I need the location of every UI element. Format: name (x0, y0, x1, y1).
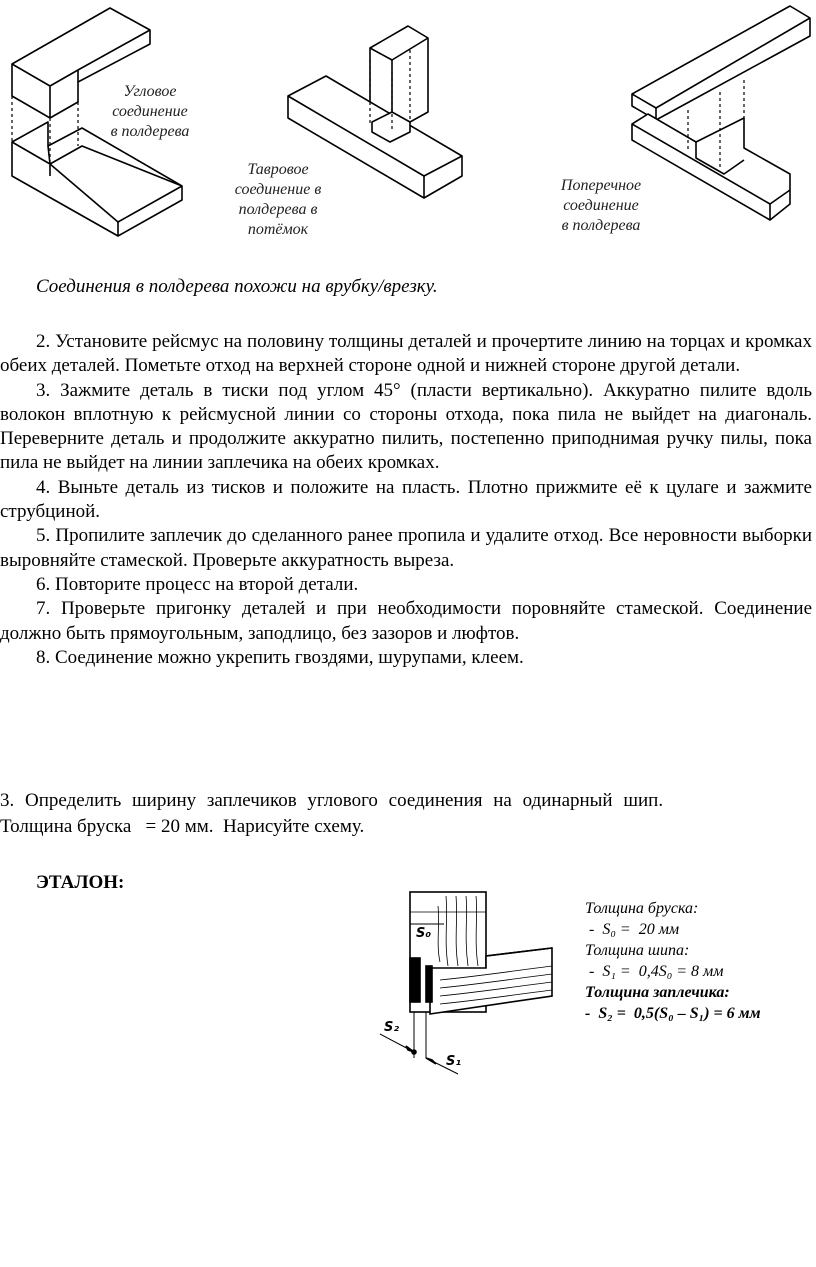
caption-line: Поперечное (560, 177, 642, 194)
note-text: Соединения в полдерева похожи на врубку/врезку. (36, 276, 438, 297)
caption-line: соединение (563, 197, 639, 214)
caption-line: в полдерева (110, 123, 190, 140)
task-line: 3. Определить ширину заплечиков углового соединения на одинарный шип. (0, 790, 664, 811)
step-item: 6. Повторите процесс на второй детали. (36, 573, 359, 595)
step-item: 2. Установите рейсмус на половину толщины деталей и прочертите линию на торцах и кромках обеих деталей. Пометьте отход на верхней стороне одной и нижней стороне другой детали. (0, 331, 812, 377)
step-item: 7. Проверьте пригонку деталей и при необходимости поровняйте стамеской. Соединение должно быть прямоугольным, заподлицо, без зазоров и люфтов. (0, 598, 812, 644)
s0-label: S₀ (416, 926, 432, 941)
caption-line: соединение (112, 103, 188, 120)
step-item: 5. Пропилите заплечик до сделанного ранее пропила и удалите отход. Все неровности выборки выровняйте стамеской. Проверьте аккуратность выреза. (0, 525, 812, 571)
s1-label: S₁ (446, 1054, 462, 1069)
caption-tee-joint (216, 160, 340, 240)
steps-list (0, 330, 812, 670)
caption-line: Тавровое (247, 161, 309, 178)
cross-joint-upper-piece (632, 6, 810, 120)
step-item: 8. Соединение можно укрепить гвоздями, шурупами, клеем. (36, 646, 524, 668)
caption-line: в полдерева (561, 217, 641, 234)
corner-joint-section-diagram (380, 892, 552, 1074)
task-line: Толщина бруска = 20 мм. Нарисуйте схему. (0, 816, 365, 837)
legend-line: Толщина бруска: (585, 900, 699, 917)
caption-line: соединение в (234, 181, 322, 198)
legend-line: Толщина заплечика: (585, 984, 730, 1001)
etalon-heading: ЭТАЛОН: (36, 872, 125, 893)
caption-corner-joint (100, 82, 200, 142)
task-statement (0, 788, 800, 840)
diagram-legend (585, 898, 761, 1024)
step-item: 4. Выньте деталь из тисков и положите на пласть. Плотно прижмите её к цулаге и зажмите струбциной. (0, 476, 812, 523)
caption-line: полдерева в (238, 201, 318, 218)
s2-label: S₂ (384, 1020, 400, 1035)
legend-line: - S₀ = 20 мм (585, 921, 680, 938)
caption-line: Угловое (123, 83, 177, 100)
legend-line: Толщина шипа: (585, 942, 690, 959)
legend-line: - S₁ = 0,4S₀ = 8 мм (585, 963, 724, 980)
caption-cross-joint (546, 176, 656, 236)
caption-line: потёмок (247, 221, 309, 238)
step-item: 3. Зажмите деталь в тиски под углом 45° (пласти вертикально). Аккуратно пилите вдоль волокон вплотную к рейсмусной линии со стороны отхода, пока пила не выйдет на диагональ. Переверните деталь и продолжите аккуратно пилить, постепенно приподнимая ручку пилы, пока пила не выйдет на линии заплечика на обеих кромках. (0, 379, 812, 474)
legend-line: - S₂ = 0,5(S₀ – S₁) = 6 мм (585, 1005, 761, 1022)
